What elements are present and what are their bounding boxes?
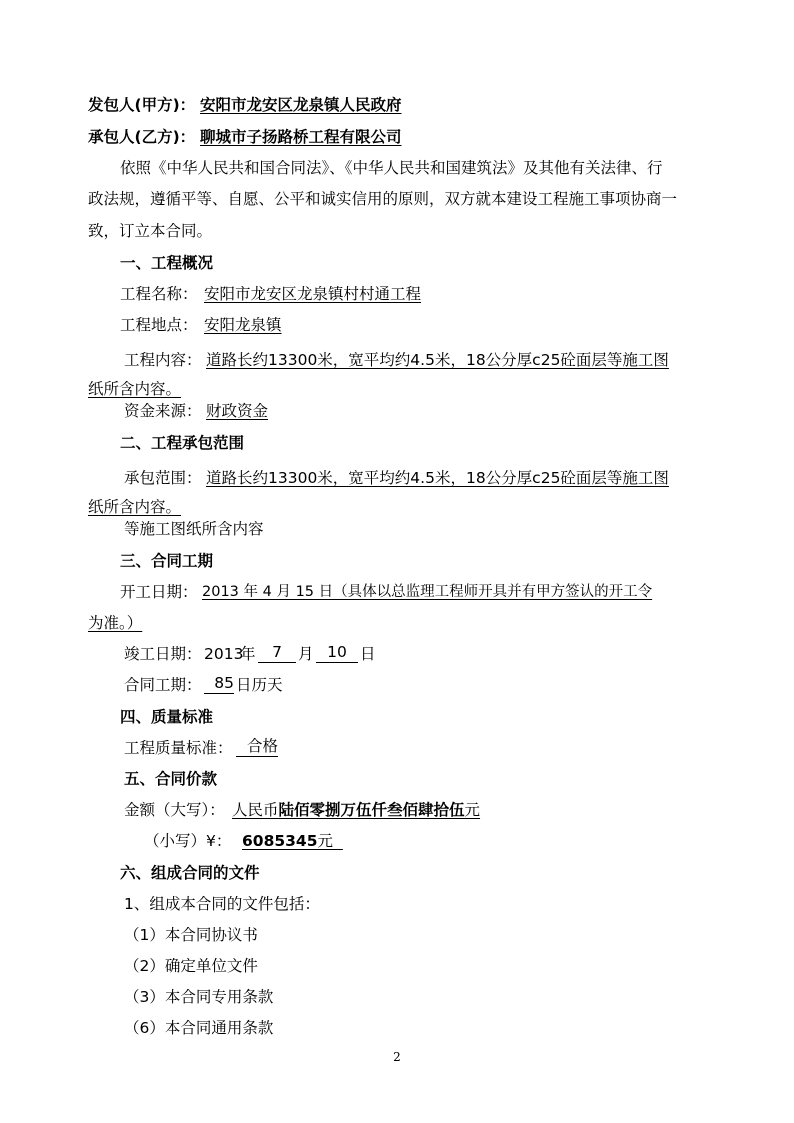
end-date-month: 7 <box>258 643 296 663</box>
amount-figures-value: 6085345元 <box>242 832 334 850</box>
scope-value: 道路长约13300米，宽平均约4.5米，18公分厚c25砼面层等施工图 <box>206 469 669 487</box>
party-b-name: 聊城市子扬路桥工程有限公司 <box>200 128 402 146</box>
duration-value: 85 <box>204 674 234 694</box>
fund-source-value: 财政资金 <box>206 402 269 420</box>
amount-words-value: 人民币陆佰零捌万伍仟叁佰肆拾伍元 <box>232 801 481 819</box>
party-b-label: 承包人(乙方)： <box>88 128 196 146</box>
project-name-value: 安阳市龙安区龙泉镇村村通工程 <box>204 285 422 303</box>
project-content-value: 道路长约13300米，宽平均约4.5米，18公分厚c25砼面层等施工图 <box>206 351 669 369</box>
start-date-value: 2013 年 4 月 15 日（具体以总监理工程师开具并有甲方签认的开工令 <box>202 584 653 600</box>
party-a-label: 发包人(甲方)： <box>88 96 196 114</box>
end-date-year: 2013 <box>204 645 244 663</box>
party-a-name: 安阳市龙安区龙泉镇人民政府 <box>200 96 402 114</box>
end-date-day: 10 <box>316 643 358 663</box>
project-site-value: 安阳龙泉镇 <box>204 316 282 334</box>
page-number: 2 <box>393 1050 401 1064</box>
quality-value: 合格 <box>236 737 278 757</box>
